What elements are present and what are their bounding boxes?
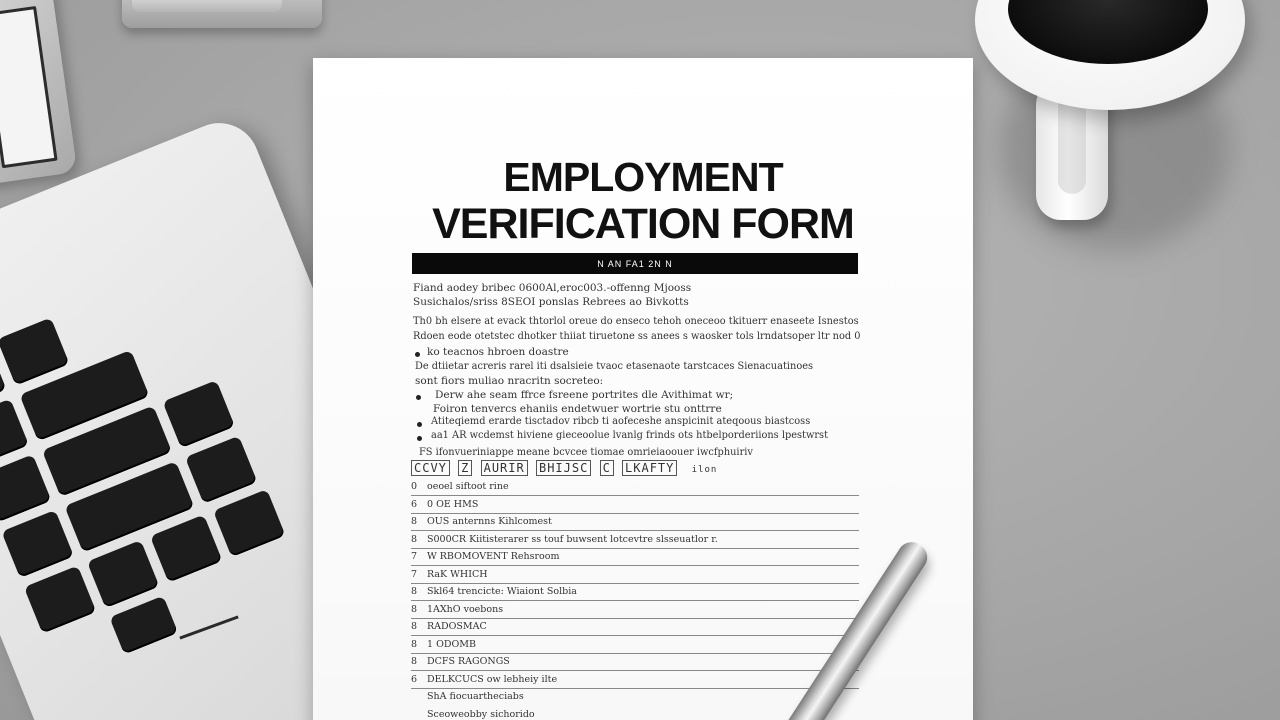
paragraph-line: Th0 bh elsere at evack thtorlol oreue do enseco tehoh oneceoo tkituerr enaseete Isnestos	[413, 316, 859, 327]
keyboard-key	[213, 489, 286, 557]
laptop-screen	[0, 0, 77, 186]
laptop-keyboard	[0, 197, 347, 699]
form-row[interactable]	[411, 550, 859, 566]
form-row[interactable]	[411, 673, 859, 689]
boxed-char-group: AURIR	[481, 460, 528, 476]
form-row-label: RADOSMAC	[427, 621, 487, 632]
form-row-number: 6	[411, 673, 418, 685]
intro-line: Susichalos/sriss 8SEOI ponslas Rebrees ao Bivkotts	[413, 296, 689, 308]
form-row-label: DCFS RAGONGS	[427, 656, 510, 667]
keyboard-key	[87, 540, 160, 608]
boxed-tail: ilon	[691, 465, 718, 475]
form-row-number: 7	[411, 568, 418, 580]
sub-line: De dtiietar acreris rarel iti dsalsieie tvaoc etasenaote tarstcaces Sienacuatinoes	[415, 361, 814, 372]
form-row[interactable]	[411, 620, 859, 636]
form-row[interactable]	[411, 533, 859, 549]
form-row-label: Skl64 trencicte: Wiaiont Solbia	[427, 586, 577, 597]
form-row-label: W RBOMOVENT Rehsroom	[427, 551, 560, 562]
form-row-number: 8	[411, 603, 418, 615]
paragraph-line: Rdoen eode otetstec dhotker thiiat tiruetone ss anees s waosker tols lrndatsoper ltr nod 0	[413, 331, 861, 342]
form-row-number: 0	[411, 481, 418, 492]
boxed-char-group: BHIJSC	[536, 460, 591, 476]
bullet	[416, 395, 421, 400]
form-row-label: ShA fiocuartheciabs	[427, 691, 524, 702]
bullet-item: Atiteqiemd erarde tisctadov ribcb ti aofeceshe anspicinit ateqoous biastcoss	[431, 416, 811, 427]
form-row-number: 6	[411, 498, 418, 510]
form-row-number: 8	[411, 621, 418, 632]
form-row-label: 0 OE HMS	[427, 498, 479, 510]
bullet	[415, 352, 420, 357]
bullet-item: aa1 AR wcdemst hiviene gieceoolue lvanlg frinds ots htbelporderiions lpestwrst	[431, 430, 829, 441]
keyboard-key	[24, 566, 97, 634]
bullet-item: Derw ahe seam ffrce fsreene portrites dle Avithimat wr;	[435, 389, 734, 401]
keyboard-key	[109, 596, 178, 655]
form-row-label: 1AXhO voebons	[427, 603, 504, 615]
form-row-label: OUS anternns Kihlcomest	[427, 516, 552, 527]
keyboard-key	[150, 515, 223, 583]
form-row-label: oeoel siftoot rine	[427, 481, 509, 492]
boxed-code	[411, 461, 717, 475]
form-row-label: RaK WHICH	[427, 568, 488, 580]
header-bar	[412, 253, 858, 274]
form-row[interactable]	[411, 655, 859, 671]
form-row[interactable]	[411, 480, 859, 496]
form-row[interactable]	[411, 568, 859, 584]
keyboard-key	[185, 436, 258, 504]
form-row-number: 8	[411, 656, 418, 667]
form-title-line-2: VERIFICATION FORM	[432, 200, 854, 248]
boxed-char-group: C	[600, 460, 614, 476]
boxed-char-group: CCVY	[411, 460, 450, 476]
form-row[interactable]	[411, 638, 859, 654]
bullet	[417, 422, 422, 427]
form-row-label: 1 ODOMB	[427, 638, 476, 650]
form-row[interactable]	[411, 603, 859, 619]
form-row-number: 8	[411, 533, 418, 545]
form-row[interactable]	[411, 498, 859, 514]
form-row-label: Sceoweobby sichorido	[427, 708, 535, 720]
form-row-number: 8	[411, 516, 418, 527]
form-row[interactable]	[411, 515, 859, 531]
sub-line: sont fiors muliao nracritn socreteo:	[415, 375, 604, 387]
form-row[interactable]	[411, 585, 859, 601]
keyboard-key	[0, 318, 69, 386]
keyboard-key	[1, 510, 74, 578]
form-row-label: DELKCUCS ow lebheiy ilte	[427, 673, 558, 685]
form-row[interactable]	[411, 690, 859, 706]
form-row-number: 8	[411, 638, 418, 650]
keyboard-key	[162, 380, 235, 448]
intro-line: Fiand aodey bribec 0600Al,eroc003.-offenng Mjooss	[413, 282, 692, 294]
stapler	[122, 0, 322, 28]
boxed-char-group: Z	[458, 460, 472, 476]
boxed-char-group: LKAFTY	[622, 460, 677, 476]
form-title-line-1: EMPLOYMENT	[503, 154, 783, 200]
form-row-label: S000CR Kiitisterarer ss touf buwsent lotcevtre slsseuatlor r.	[427, 533, 718, 545]
form-row-number: 8	[411, 586, 418, 597]
header-bar-text: N AN FA1 2N N	[597, 258, 673, 269]
form-row-number: 7	[411, 551, 418, 562]
bullet	[417, 436, 422, 441]
keyboard-key	[0, 454, 51, 522]
bullet-item-continuation: Foiron tenvercs ehaniis endetwuer wortrie stu onttrre	[433, 403, 722, 415]
fs-line: FS ifonvueriniappe meane bcvcee tiomae omrieiaoouer iwcfphuiriv	[419, 447, 753, 458]
bullet-item: ko teacnos hbroen doastre	[427, 346, 569, 358]
